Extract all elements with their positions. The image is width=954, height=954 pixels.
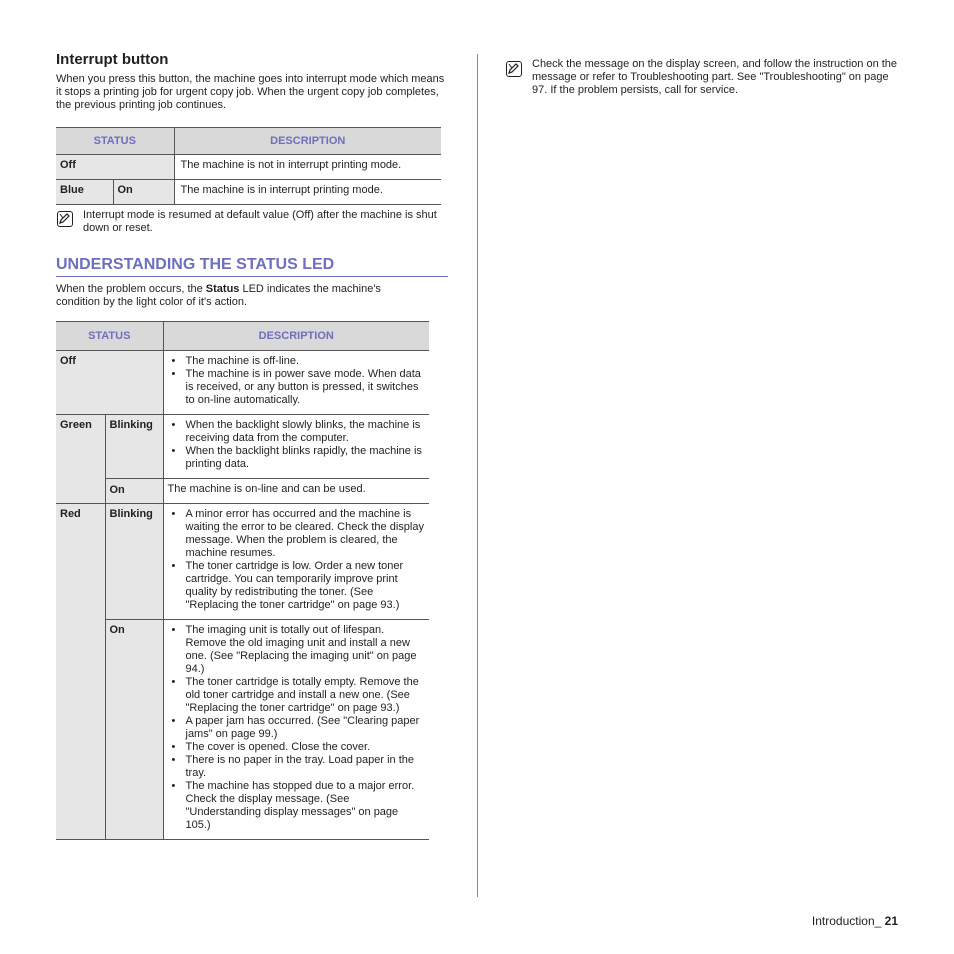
list-item: • When the backlight slowly blinks, the machine is receiving data from the computer. bbox=[168, 419, 426, 445]
right-note: Check the message on the display screen, and follow the instruction on the message or refer to Troubleshooting part. See "Troubleshooting" on page 97. If the problem persists, call for service. bbox=[532, 58, 898, 96]
list-item: • The toner cartridge is low. Order a new toner cartridge. You can temporarily improve print quality by redistributing the toner. (See "Replacing the toner cartridge" on page 93.) bbox=[168, 560, 426, 612]
table-row-description bbox=[163, 620, 429, 840]
table-row-status: Red bbox=[56, 504, 105, 840]
table-row-description: The machine is not in interrupt printing mode. bbox=[174, 155, 441, 180]
list-item: • The machine is in power save mode. When data is received, or any button is pressed, it switches to on-line automatically. bbox=[168, 368, 426, 407]
footer-section: Introduction_ bbox=[811, 914, 885, 928]
table-row-status: Off bbox=[56, 155, 174, 180]
table-row-status: Off bbox=[56, 351, 163, 415]
list-item: • The toner cartridge is totally empty. Remove the old toner cartridge and install a new one. (See "Replacing the toner cartridge" on page 93.) bbox=[168, 676, 426, 715]
interrupt-col-status: STATUS bbox=[56, 128, 174, 155]
list-item: • When the backlight blinks rapidly, the machine is printing data. bbox=[168, 445, 426, 471]
status-led-heading: UNDERSTANDING THE STATUS LED bbox=[56, 256, 448, 277]
status-led-table bbox=[56, 321, 429, 840]
interrupt-table bbox=[56, 127, 441, 205]
table-row-description: The machine is in interrupt printing mode. bbox=[174, 180, 441, 205]
interrupt-col-description: DESCRIPTION bbox=[174, 128, 441, 155]
table-row-status: Green bbox=[56, 415, 105, 504]
page-footer bbox=[812, 914, 898, 928]
table-row-substatus: Blinking bbox=[105, 415, 163, 479]
column-divider bbox=[477, 54, 478, 897]
table-row-description bbox=[163, 504, 429, 620]
list-item: • The imaging unit is totally out of lifespan. Remove the old imaging unit and install a new one. (See "Replacing the imaging unit" on page 94.) bbox=[168, 624, 426, 676]
list-item: • A minor error has occurred and the machine is waiting the error to be cleared. Check the display message. When the problem is cleared, the machine resumes. bbox=[168, 508, 426, 560]
status-col-status: STATUS bbox=[56, 322, 163, 351]
interrupt-heading: Interrupt button bbox=[56, 51, 169, 68]
list-item: • The cover is opened. Close the cover. bbox=[168, 741, 426, 754]
table-row-description bbox=[163, 415, 429, 479]
list-item: • A paper jam has occurred. (See "Clearing paper jams" on page 99.) bbox=[168, 715, 426, 741]
table-row-description: The machine is on-line and can be used. bbox=[163, 479, 429, 504]
page-number: 21 bbox=[884, 914, 898, 928]
table-row-description bbox=[163, 351, 429, 415]
list-item: • There is no paper in the tray. Load paper in the tray. bbox=[168, 754, 426, 780]
note-pencil-icon bbox=[506, 61, 522, 77]
list-item: • The machine is off-line. bbox=[168, 355, 426, 368]
table-row-substatus: Blinking bbox=[105, 504, 163, 620]
table-row-substatus: On bbox=[105, 620, 163, 840]
list-item: • The machine has stopped due to a major error. Check the display message. (See "Understanding display messages" on page 105.) bbox=[168, 780, 426, 832]
interrupt-intro: When you press this button, the machine goes into interrupt mode which means it stops a printing job for urgent copy job. When the urgent copy job completes, the previous printing job continues. bbox=[56, 73, 445, 111]
interrupt-note: Interrupt mode is resumed at default value (Off) after the machine is shut down or reset. bbox=[83, 209, 437, 234]
status-led-intro: When the problem occurs, the Status LED indicates the machine's condition by the light color of it's action. bbox=[56, 283, 381, 308]
note-pencil-icon bbox=[57, 211, 73, 227]
table-row-substatus: On bbox=[105, 479, 163, 504]
status-col-description: DESCRIPTION bbox=[163, 322, 429, 351]
table-row-status: Blue bbox=[56, 180, 113, 205]
table-row-substatus: On bbox=[113, 180, 174, 205]
